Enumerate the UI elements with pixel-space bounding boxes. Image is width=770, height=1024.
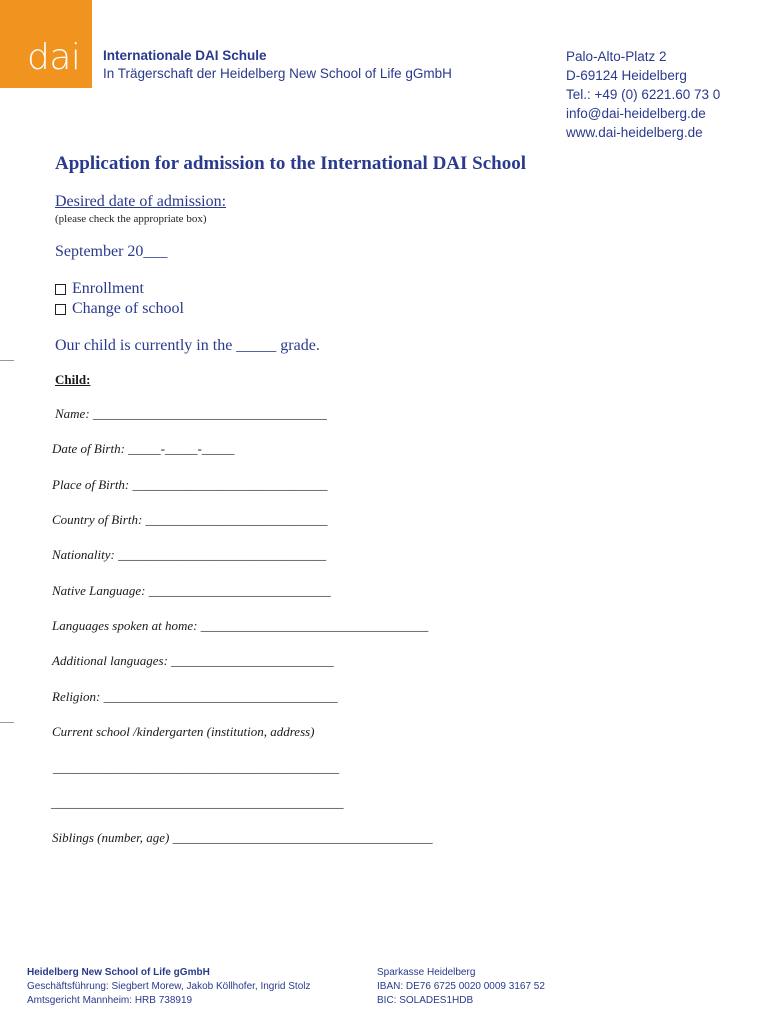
nationality-field[interactable]: Nationality: ________________________________ <box>52 547 327 562</box>
address-email: info@dai-heidelberg.de <box>566 106 706 121</box>
current-school-label: Current school /kindergarten (institution, address) <box>52 724 315 739</box>
desired-date-label: Desired date of admission: <box>55 193 227 210</box>
current-school-line-2[interactable]: _____________________________________________ <box>51 795 344 810</box>
dob-field[interactable]: Date of Birth: _____-_____-_____ <box>52 441 235 456</box>
siblings-field[interactable]: Siblings (number, age) ________________________________________ <box>52 830 433 845</box>
address-block <box>566 47 720 142</box>
languages-home-field[interactable]: Languages spoken at home: ___________________________________ <box>52 618 429 633</box>
additional-languages-field[interactable]: Additional languages: _________________________ <box>52 653 334 668</box>
school-sub: In Trägerschaft der Heidelberg New School of Life gGmbH <box>103 66 452 81</box>
footer-bic: BIC: SOLADES1HDB <box>377 995 474 1006</box>
current-school-line-1[interactable]: ____________________________________________ <box>53 760 339 775</box>
name-field[interactable]: Name: ____________________________________ <box>55 406 327 421</box>
footer-company-info <box>27 966 311 1008</box>
september-field[interactable]: September 20___ <box>55 243 168 260</box>
address-street: Palo-Alto-Platz 2 <box>566 49 667 64</box>
footer-bank-info <box>377 966 545 1008</box>
change-school-label: Change of school <box>72 300 184 317</box>
footer-management: Geschäftsführung: Siegbert Morew, Jakob Köllhofer, Ingrid Stolz <box>27 981 311 992</box>
footer-iban: IBAN: DE76 6725 0020 0009 3167 52 <box>377 981 545 992</box>
logo-text: dai <box>27 37 81 78</box>
change-school-option[interactable] <box>55 300 184 318</box>
native-language-field[interactable]: Native Language: ____________________________ <box>52 583 331 598</box>
place-of-birth-field[interactable]: Place of Birth: ______________________________ <box>52 477 328 492</box>
page-title: Application for admission to the International DAI School <box>55 153 527 174</box>
enrollment-label: Enrollment <box>72 280 144 297</box>
address-city: D-69124 Heidelberg <box>566 68 687 83</box>
country-of-birth-field[interactable]: Country of Birth: ____________________________ <box>52 512 328 527</box>
footer-court: Amtsgericht Mannheim: HRB 738919 <box>27 995 193 1006</box>
address-web: www.dai-heidelberg.de <box>566 125 703 140</box>
punch-mark <box>0 722 14 723</box>
footer-company: Heidelberg New School of Life gGmbH <box>27 967 210 978</box>
school-name: Internationale DAI Schule <box>103 48 267 63</box>
footer-bank: Sparkasse Heidelberg <box>377 967 476 978</box>
change-school-checkbox[interactable] <box>55 304 66 315</box>
grade-field[interactable]: Our child is currently in the _____ grade. <box>55 337 320 354</box>
logo <box>0 0 92 88</box>
child-heading: Child: <box>55 372 91 387</box>
religion-field[interactable]: Religion: ____________________________________ <box>52 689 338 704</box>
enrollment-checkbox[interactable] <box>55 284 66 295</box>
fold-mark <box>0 360 14 361</box>
desired-date-hint: (please check the appropriate box) <box>55 213 207 225</box>
school-header <box>103 47 452 83</box>
address-phone: Tel.: +49 (0) 6221.60 73 0 <box>566 87 721 102</box>
enrollment-option[interactable] <box>55 280 144 298</box>
